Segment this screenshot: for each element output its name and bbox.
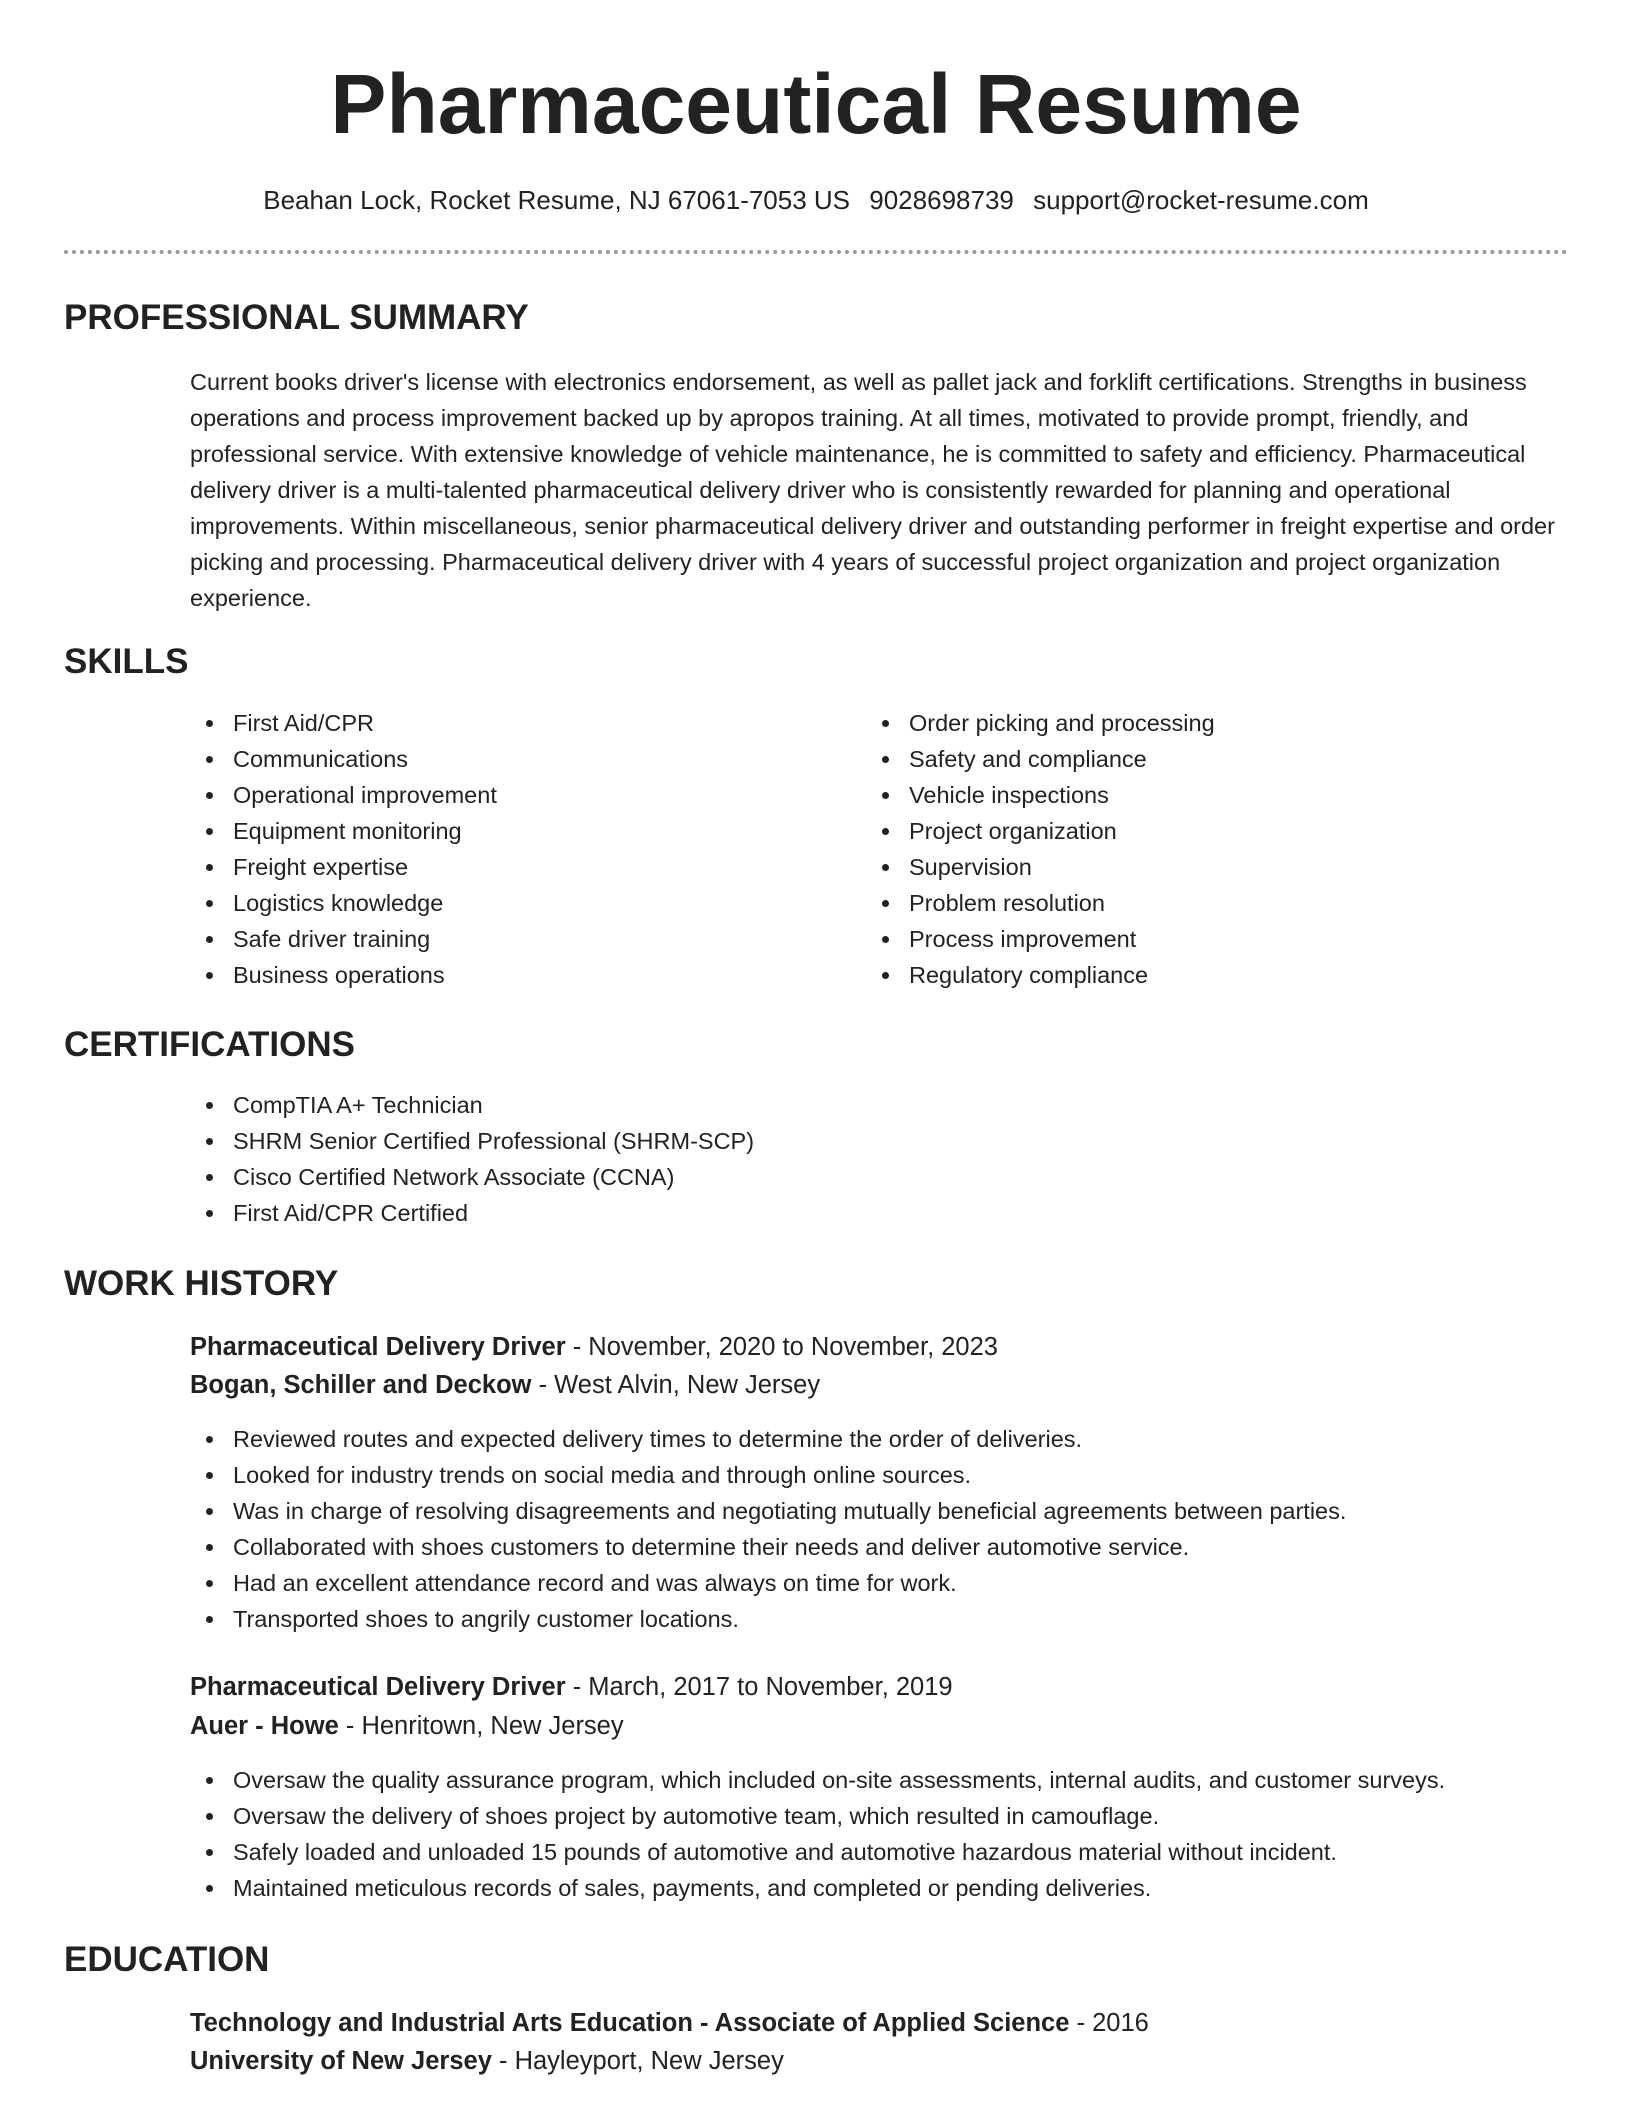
skills-heading: SKILLS [64, 642, 189, 681]
job-bullet: Oversaw the delivery of shoes project by automotive team, which resulted in camouflage. [190, 1798, 1445, 1834]
skill-item: Process improvement [866, 921, 1215, 957]
skills-list-left [190, 705, 497, 993]
job-location: - Henritown, New Jersey [338, 1712, 624, 1740]
job-bullet: Had an excellent attendance record and was always on time for work. [190, 1565, 1346, 1601]
job-bullet: Maintained meticulous records of sales, payments, and completed or pending deliveries. [190, 1870, 1445, 1906]
contact-address: Beahan Lock, Rocket Resume, NJ 67061-7053 US [263, 185, 851, 215]
job-bullets [190, 1762, 1445, 1906]
job-company-line [190, 1366, 820, 1404]
job-location: - West Alvin, New Jersey [531, 1371, 821, 1399]
education-heading: EDUCATION [64, 1940, 270, 1979]
job-bullet: Was in charge of resolving disagreements and negotiating mutually beneficial agreements between parties. [190, 1493, 1346, 1529]
contact-email: support@rocket-resume.com [1033, 185, 1369, 215]
skill-item: Freight expertise [190, 849, 497, 885]
skill-item: First Aid/CPR [190, 705, 497, 741]
job-dates: - March, 2017 to November, 2019 [565, 1673, 953, 1701]
certification-item: Cisco Certified Network Associate (CCNA) [190, 1159, 754, 1195]
skill-item: Safety and compliance [866, 741, 1215, 777]
skill-item: Safe driver training [190, 921, 497, 957]
education-school-line [190, 2042, 784, 2080]
work-history-heading: WORK HISTORY [64, 1264, 339, 1303]
education-degree-line [190, 2004, 1149, 2042]
job-company-line [190, 1707, 624, 1745]
skill-item: Project organization [866, 813, 1215, 849]
job-bullet: Collaborated with shoes customers to determine their needs and deliver automotive service. [190, 1529, 1346, 1565]
skill-item: Vehicle inspections [866, 777, 1215, 813]
skill-item: Equipment monitoring [190, 813, 497, 849]
education-degree: Technology and Industrial Arts Education - Associate of Applied Science [190, 2009, 1070, 2037]
job-title: Pharmaceutical Delivery Driver [190, 1673, 566, 1701]
header-divider [64, 250, 1568, 254]
skill-item: Logistics knowledge [190, 885, 497, 921]
job-bullet: Reviewed routes and expected delivery times to determine the order of deliveries. [190, 1421, 1346, 1457]
certifications-list [190, 1087, 754, 1231]
contact-line [0, 180, 1632, 220]
skill-item: Supervision [866, 849, 1215, 885]
job-company: Bogan, Schiller and Deckow [190, 1371, 532, 1399]
skill-item: Operational improvement [190, 777, 497, 813]
skill-item: Regulatory compliance [866, 957, 1215, 993]
resume-title: Pharmaceutical Resume [330, 57, 1302, 151]
summary-heading: PROFESSIONAL SUMMARY [64, 298, 529, 337]
certification-item: First Aid/CPR Certified [190, 1195, 754, 1231]
education-school: University of New Jersey [190, 2047, 492, 2075]
certifications-heading: CERTIFICATIONS [64, 1025, 356, 1064]
education-year: - 2016 [1069, 2009, 1149, 2037]
education-location: - Hayleyport, New Jersey [491, 2047, 784, 2075]
skill-item: Problem resolution [866, 885, 1215, 921]
job-bullets [190, 1421, 1346, 1637]
certification-item: SHRM Senior Certified Professional (SHRM-SCP) [190, 1123, 754, 1159]
contact-phone: 9028698739 [869, 185, 1014, 215]
skill-item: Communications [190, 741, 497, 777]
certification-item: CompTIA A+ Technician [190, 1087, 754, 1123]
skill-item: Business operations [190, 957, 497, 993]
job-bullet: Looked for industry trends on social media and through online sources. [190, 1457, 1346, 1493]
job-bullet: Transported shoes to angrily customer locations. [190, 1601, 1346, 1637]
job-company: Auer - Howe [190, 1712, 339, 1740]
job-title-line [190, 1668, 953, 1706]
job-title-line [190, 1328, 998, 1366]
job-bullet: Oversaw the quality assurance program, which included on-site assessments, internal audits, and customer surveys. [190, 1762, 1445, 1798]
skill-item: Order picking and processing [866, 705, 1215, 741]
skills-list-right [866, 705, 1215, 993]
job-bullet: Safely loaded and unloaded 15 pounds of automotive and automotive hazardous material without incident. [190, 1834, 1445, 1870]
job-dates: - November, 2020 to November, 2023 [565, 1333, 998, 1361]
summary-text: Current books driver's license with electronics endorsement, as well as pallet jack and forklift certifications. Strengths in business operations and process improvement backed up by apropos training. At all times, motivated to provide prompt, friendly, and professional service. With extensive knowledge of vehicle maintenance, he is committed to safety and efficiency. Pharmaceutical delivery driver is a multi-talented pharmaceutical delivery driver who is consistently rewarded for planning and operational improvements. Within miscellaneous, senior pharmaceutical delivery driver and outstanding performer in freight expertise and order picking and processing. Pharmaceutical delivery driver with 4 years of successful project organization and project organization experience. [190, 369, 1555, 611]
job-title: Pharmaceutical Delivery Driver [190, 1333, 566, 1361]
